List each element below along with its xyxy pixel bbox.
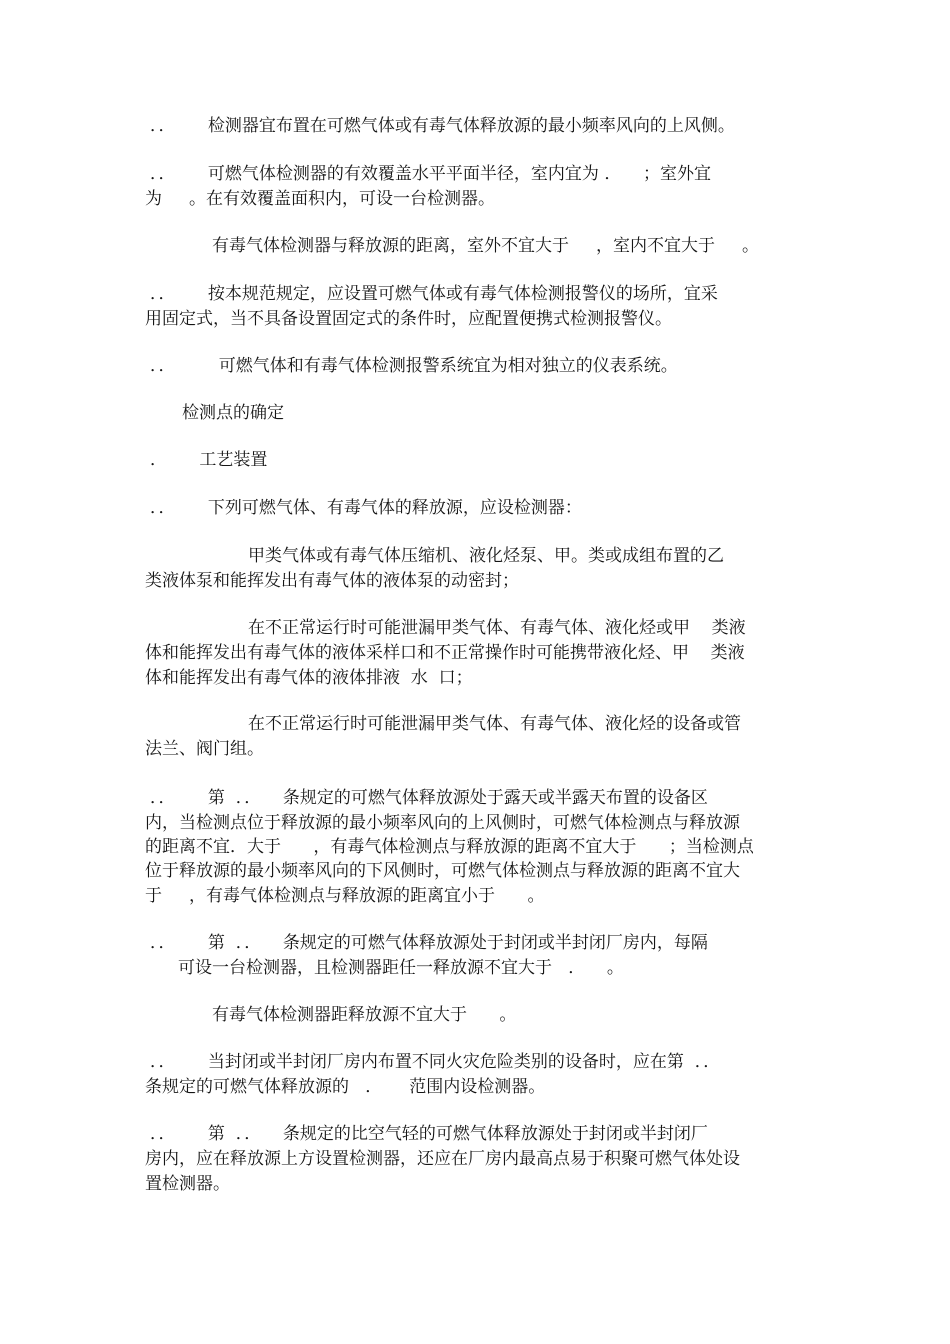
- list-item-line: 法兰、阀门组。: [145, 739, 264, 759]
- text-line: ．． 第 ．． 条规定的可燃气体释放源处于封闭或半封闭厂房内，每隔: [150, 933, 708, 953]
- text-line: 房内，应在释放源上方设置检测器，还应在厂房内最高点易于积聚可燃气体处设: [145, 1149, 740, 1169]
- list-item-line: 体和能挥发出有毒气体的液体排液 水 口；: [145, 668, 473, 688]
- text-line: 用固定式，当不具备设置固定式的条件时，应配置便携式检测报警仪。: [145, 309, 672, 329]
- text-line: ．． 第 ．． 条规定的比空气轻的可燃气体释放源处于封闭或半封闭厂: [150, 1124, 708, 1144]
- text-line: 为 。在有效覆盖面积内，可设一台检测器。: [145, 189, 496, 209]
- text-line: 有毒气体检测器距释放源不宜大于 。: [212, 1005, 517, 1025]
- text-line: ．． 可燃气体检测器的有效覆盖水平平面半径，室内宜为 ． ；室外宜: [150, 164, 711, 184]
- text-line: 位于释放源的最小频率风向的下风侧时，可燃气体检测点与释放源的距离不宜大: [145, 861, 740, 881]
- text-line: ．． 当封闭或半封闭厂房内布置不同火灾危险类别的设备时，应在第 ．．: [150, 1052, 721, 1072]
- text-line: ．． 第 ．． 条规定的可燃气体释放源处于露天或半露天布置的设备区: [150, 788, 708, 808]
- text-line: 可设一台检测器，且检测器距任一释放源不宜大于 ． 。: [178, 958, 624, 978]
- list-item-line: 在不正常运行时可能泄漏甲类气体、有毒气体、液化烃的设备或管: [248, 714, 741, 734]
- list-item-line: 在不正常运行时可能泄漏甲类气体、有毒气体、液化烃或甲 类液: [248, 618, 746, 638]
- text-line: 有毒气体检测器与释放源的距离，室外不宜大于 ，室内不宜大于 。: [212, 236, 760, 256]
- list-item-line: 类液体泵和能挥发出有毒气体的液体泵的动密封；: [145, 571, 519, 591]
- list-item-line: 体和能挥发出有毒气体的液体采样口和不正常操作时可能携带液化烃、甲 类液: [145, 643, 745, 663]
- text-line: ．． 可燃气体和有毒气体检测报警系统宜为相对独立的仪表系统。: [150, 356, 678, 376]
- text-line: 内，当检测点位于释放源的最小频率风向的上风侧时，可燃气体检测点与释放源: [145, 813, 740, 833]
- text-line: 的距离不宜．大于 ，有毒气体检测点与释放源的距离不宜大于 ；当检测点: [145, 837, 754, 857]
- list-item-line: 甲类气体或有毒气体压缩机、液化烃泵、甲。类或成组布置的乙: [248, 546, 724, 566]
- text-line: ．． 检测器宜布置在可燃气体或有毒气体释放源的最小频率风向的上风侧。: [150, 116, 735, 136]
- text-line: ．． 下列可燃气体、有毒气体的释放源，应设检测器：: [150, 498, 582, 518]
- section-heading: 检测点的确定: [182, 403, 284, 423]
- text-line: 于 ，有毒气体检测点与释放源的距离宜小于 。: [145, 886, 545, 906]
- text-line: 条规定的可燃气体释放源的 ． 范围内设检测器。: [145, 1077, 546, 1097]
- text-line: 置检测器。: [145, 1174, 230, 1194]
- subsection-heading: ． 工艺装置: [150, 450, 268, 470]
- text-line: ．． 按本规范规定，应设置可燃气体或有毒气体检测报警仪的场所，宜采: [150, 284, 718, 304]
